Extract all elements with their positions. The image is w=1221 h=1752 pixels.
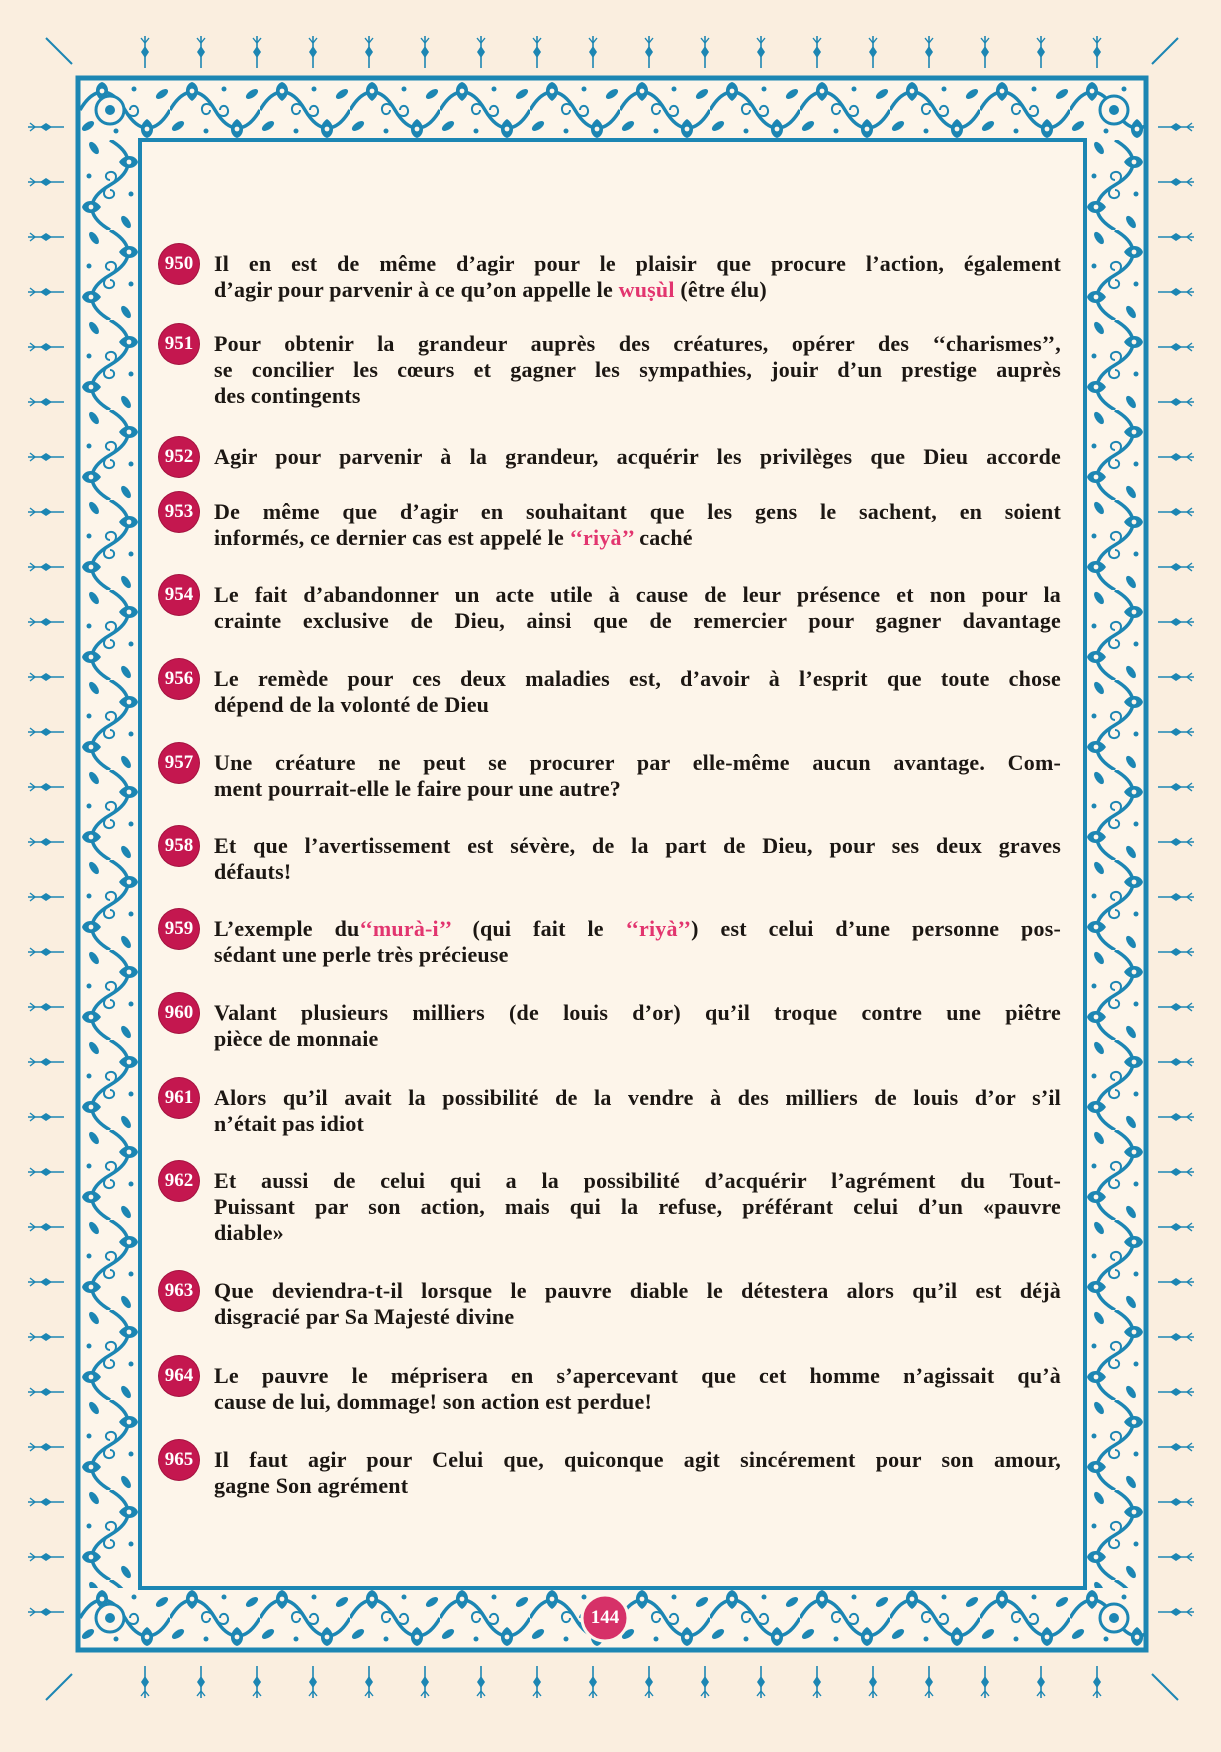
text-segment: De même que d’agir en souhaitant que les gens le sachent, en soient: [214, 499, 1061, 524]
verse-line: [214, 1026, 1061, 1052]
verse-line: [214, 357, 1061, 383]
tick-row-bottom: [117, 1664, 1125, 1700]
text-segment: crainte exclusive de Dieu, ainsi que de remercier pour gagner davantage: [214, 608, 1061, 633]
verse-line: [214, 1473, 1061, 1499]
verse-number-badge: 959: [159, 909, 199, 949]
verse-963: [159, 1278, 1064, 1330]
verse-number-badge: 951: [159, 324, 199, 364]
text-segment: Le fait d’abandonner un acte utile à cause de leur présence et non pour la: [214, 582, 1061, 607]
verse-line: [214, 1194, 1061, 1220]
text-segment: Et que l’avertissement est sévère, de la part de Dieu, pour ses deux graves: [214, 833, 1061, 858]
text-segment: pièce de monnaie: [214, 1026, 379, 1051]
verse-line: [214, 1000, 1061, 1026]
verse-text: [214, 1447, 1061, 1499]
rosette-center: [1109, 105, 1119, 115]
verse-950: [159, 251, 1064, 303]
verse-line: [214, 331, 1061, 357]
highlighted-term: ‘‘riyà’’: [625, 916, 692, 941]
verse-line: [214, 1447, 1061, 1473]
verse-number-badge: 958: [159, 826, 199, 866]
verse-line: [214, 251, 1061, 277]
verse-text: [214, 916, 1061, 968]
verse-961: [159, 1085, 1064, 1137]
text-segment: des contingents: [214, 383, 361, 408]
verse-line: [214, 444, 1061, 470]
text-segment: Agir pour parvenir à la grandeur, acquérir les privilèges que Dieu accorde: [214, 444, 1061, 469]
text-segment: Pour obtenir la grandeur auprès des créatures, opérer des ‘‘charismes’’,: [214, 331, 1061, 356]
verse-line: [214, 277, 1061, 303]
verse-952: [159, 444, 1064, 470]
verse-956: [159, 666, 1064, 718]
rosette-center: [105, 1613, 115, 1623]
verse-line: [214, 692, 1061, 718]
verse-text: [214, 251, 1061, 303]
verse-line: [214, 1389, 1061, 1415]
verse-960: [159, 1000, 1064, 1052]
verse-line: [214, 1168, 1061, 1194]
text-segment: Le remède pour ces deux maladies est, d’avoir à l’esprit que toute chose: [214, 666, 1061, 691]
text-segment: caché: [633, 525, 693, 550]
verse-number-badge: 962: [159, 1161, 199, 1201]
text-segment: (qui fait le: [450, 916, 626, 941]
verse-number-badge: 963: [159, 1271, 199, 1311]
verse-text: [214, 750, 1061, 802]
verse-text: [214, 1000, 1061, 1052]
page-number: 144: [590, 1607, 620, 1628]
text-segment: Il faut agir pour Celui que, quiconque agit sincérement pour son amour,: [214, 1447, 1061, 1472]
verse-text: [214, 582, 1061, 634]
verse-text: [214, 331, 1061, 409]
verse-line: [214, 666, 1061, 692]
verse-text: [214, 499, 1061, 551]
text-segment: Et aussi de celui qui a la possibilité d’acquérir l’agrément du Tout-: [214, 1168, 1061, 1193]
text-segment: se concilier les cœurs et gagner les sympathies, jouir d’un prestige auprès: [214, 357, 1061, 382]
corner-mark-top-right: [1152, 38, 1178, 64]
highlighted-term: wuṣùl: [618, 277, 675, 302]
verse-line: [214, 916, 1061, 942]
verse-text: [214, 1085, 1061, 1137]
text-segment: sédant une perle très précieuse: [214, 942, 509, 967]
verse-line: [214, 1304, 1061, 1330]
verse-962: [159, 1168, 1064, 1246]
verse-line: [214, 1085, 1061, 1111]
verse-number-badge: 954: [159, 575, 199, 615]
verse-line: [214, 1111, 1061, 1137]
border-band-left: [80, 140, 140, 1588]
verse-number-badge: 960: [159, 993, 199, 1033]
verse-number-badge: 953: [159, 492, 199, 532]
corner-mark-bottom-left: [46, 1674, 72, 1700]
verse-line: [214, 525, 1061, 551]
text-segment: Le pauvre le méprisera en s’apercevant que cet homme n’agissait qu’à: [214, 1363, 1061, 1388]
verse-line: [214, 942, 1061, 968]
verse-text: [214, 833, 1061, 885]
verse-957: [159, 750, 1064, 802]
verse-line: [214, 833, 1061, 859]
verse-line: [214, 859, 1061, 885]
verse-text: [214, 1168, 1061, 1246]
text-segment: défauts!: [214, 859, 292, 884]
verse-number-badge: 961: [159, 1078, 199, 1118]
verse-text: [214, 444, 1061, 470]
text-segment: cause de lui, dommage! son action est perdue!: [214, 1389, 652, 1414]
text-segment: d’agir pour parvenir à ce qu’on appelle le: [214, 277, 619, 302]
verse-line: [214, 1278, 1061, 1304]
verse-number-badge: 957: [159, 743, 199, 783]
rosette-center: [105, 105, 115, 115]
verse-964: [159, 1363, 1064, 1415]
verse-line: [214, 499, 1061, 525]
verse-number-badge: 964: [159, 1356, 199, 1396]
text-segment: ) est celui d’une personne pos-: [691, 916, 1061, 941]
verse-line: [214, 1220, 1061, 1246]
verse-line: [214, 582, 1061, 608]
text-segment: Que deviendra-t-il lorsque le pauvre diable le détestera alors qu’il est déjà: [214, 1278, 1061, 1303]
text-segment: Puissant par son action, mais qui la refuse, préférant celui d’un «pauvre: [214, 1194, 1061, 1219]
verse-text: [214, 1363, 1061, 1415]
corner-mark-top-left: [46, 38, 72, 64]
text-segment: Une créature ne peut se procurer par elle-même aucun avantage. Com-: [214, 750, 1061, 775]
tick-column-right: [1156, 100, 1196, 1640]
border-band-right: [1085, 140, 1144, 1588]
verse-line: [214, 750, 1061, 776]
verse-number-badge: 956: [159, 659, 199, 699]
verse-951: [159, 331, 1064, 409]
corner-mark-bottom-right: [1152, 1674, 1178, 1700]
verse-965: [159, 1447, 1064, 1499]
verse-959: [159, 916, 1064, 968]
verse-text: [214, 666, 1061, 718]
border-band-top: [80, 80, 1144, 140]
text-segment: n’était pas idiot: [214, 1111, 365, 1136]
text-segment: ment pourrait-elle le faire pour une autre?: [214, 776, 621, 801]
text-segment: Alors qu’il avait la possibilité de la vendre à des milliers de louis d’or s’il: [214, 1085, 1061, 1110]
highlighted-term: ‘‘riyà’’: [569, 525, 634, 550]
text-segment: diable»: [214, 1220, 284, 1245]
verse-number-badge: 952: [159, 437, 199, 477]
text-segment: disgracié par Sa Majesté divine: [214, 1304, 515, 1329]
verse-line: [214, 776, 1061, 802]
text-segment: Il en est de même d’agir pour le plaisir que procure l’action, également: [214, 251, 1061, 276]
tick-row-top: [117, 34, 1125, 70]
verse-954: [159, 582, 1064, 634]
text-segment: gagne Son agrément: [214, 1473, 409, 1498]
text-segment: L’exemple du: [214, 916, 360, 941]
verse-line: [214, 608, 1061, 634]
verse-953: [159, 499, 1064, 551]
text-segment: dépend de la volonté de Dieu: [214, 692, 490, 717]
text-segment: informés, ce dernier cas est appelé le: [214, 525, 570, 550]
verse-line: [214, 1363, 1061, 1389]
verse-text: [214, 1278, 1061, 1330]
verse-line: [214, 383, 1061, 409]
text-segment: (être élu): [674, 277, 767, 302]
verse-number-badge: 950: [159, 244, 199, 284]
rosette-center: [1109, 1613, 1119, 1623]
verse-number-badge: 965: [159, 1440, 199, 1480]
verse-958: [159, 833, 1064, 885]
tick-column-left: [26, 100, 66, 1640]
highlighted-term: ‘‘murà-i’’: [359, 916, 451, 941]
text-segment: Valant plusieurs milliers (de louis d’or) qu’il troque contre une piêtre: [214, 1000, 1061, 1025]
